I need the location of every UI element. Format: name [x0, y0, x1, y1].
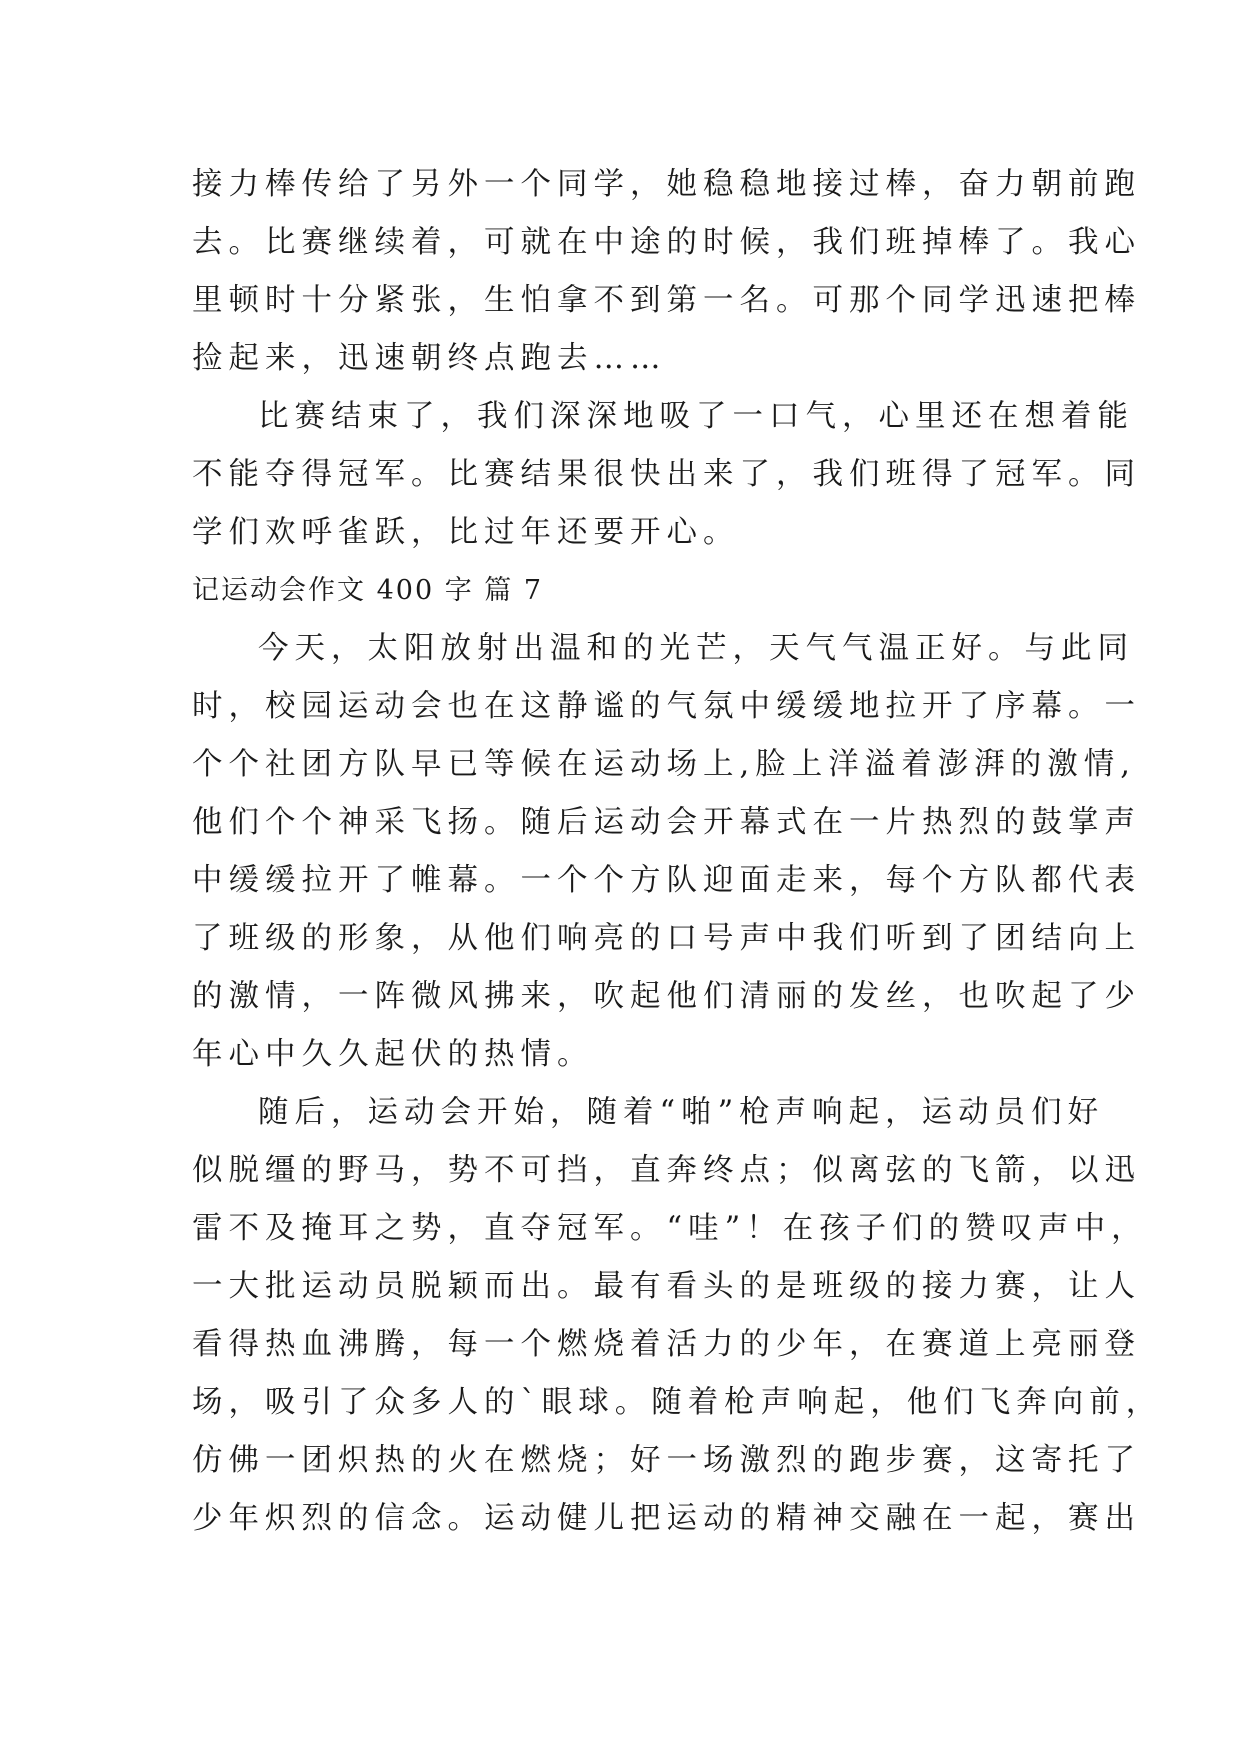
text-line: 似脱缰的野马，势不可挡，直奔终点；似离弦的飞箭，以迅: [192, 1153, 1141, 1188]
text-line: 场，吸引了众多人的`眼球。随着枪声响起，他们飞奔向前，: [192, 1385, 1163, 1420]
text-line: 少年炽烈的信念。运动健儿把运动的精神交融在一起，赛出: [192, 1501, 1141, 1536]
text-line: 仿佛一团炽热的火在燃烧；好一场激烈的跑步赛，这寄托了: [192, 1443, 1141, 1478]
text-line: 的激情，一阵微风拂来，吹起他们清丽的发丝，也吹起了少: [192, 979, 1141, 1014]
text-line: 捡起来，迅速朝终点跑去……: [192, 341, 667, 376]
text-line: 学们欢呼雀跃，比过年还要开心。: [192, 515, 740, 550]
section-heading: 记运动会作文 400 字 篇 7: [192, 575, 544, 606]
text-line: 雷不及掩耳之势，直夺冠军。“哇”！在孩子们的赞叹声中，: [192, 1211, 1148, 1246]
text-line: 年心中久久起伏的热情。: [192, 1037, 594, 1072]
paragraph-relay-continued: [192, 156, 1141, 388]
text-line: 他们个个神采飞扬。随后运动会开幕式在一片热烈的鼓掌声: [192, 805, 1141, 840]
paragraph-opening-ceremony: [192, 620, 1141, 1084]
text-line: 了班级的形象，从他们响亮的口号声中我们听到了团结向上: [192, 921, 1141, 956]
text-line: 看得热血沸腾，每一个燃烧着活力的少年，在赛道上亮丽登: [192, 1327, 1141, 1362]
text-line: 比赛结束了，我们深深地吸了一口气，心里还在想着能: [258, 399, 1134, 434]
text-line: 个个社团方队早已等候在运动场上,脸上洋溢着澎湃的激情,: [192, 747, 1136, 782]
text-line: 不能夺得冠军。比赛结果很快出来了，我们班得了冠军。同: [192, 457, 1141, 492]
text-line: 今天，太阳放射出温和的光芒，天气气温正好。与此同: [258, 631, 1134, 666]
text-line: 去。比赛继续着，可就在中途的时候，我们班掉棒了。我心: [192, 225, 1141, 260]
text-line: 时，校园运动会也在这静谧的气氛中缓缓地拉开了序幕。一: [192, 689, 1141, 724]
text-line: 一大批运动员脱颖而出。最有看头的是班级的接力赛，让人: [192, 1269, 1141, 1304]
paragraph-competition: [192, 1084, 1163, 1548]
text-line: 里顿时十分紧张，生怕拿不到第一名。可那个同学迅速把棒: [192, 283, 1141, 318]
text-line: 接力棒传给了另外一个同学，她稳稳地接过棒，奋力朝前跑: [192, 167, 1141, 202]
text-line: 随后，运动会开始，随着“啪”枪声响起，运动员们好: [258, 1095, 1105, 1130]
text-line: 中缓缓拉开了帷幕。一个个方队迎面走来，每个方队都代表: [192, 863, 1141, 898]
paragraph-race-result: [192, 388, 1141, 562]
document-body: [192, 156, 1163, 1548]
